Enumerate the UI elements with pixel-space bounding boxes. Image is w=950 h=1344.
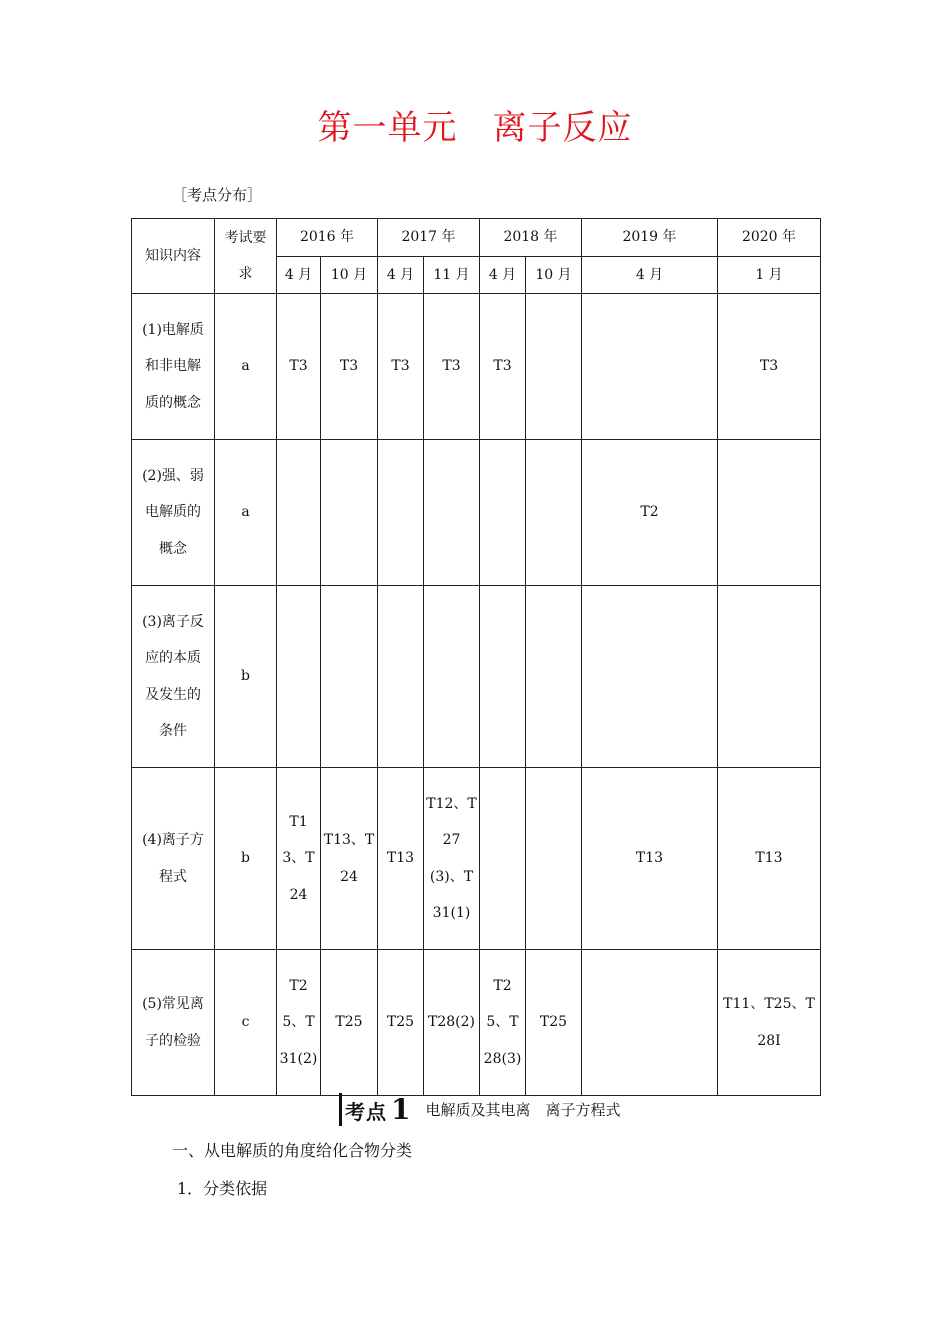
knowledge-cell: (2)强、弱电解质的概念 xyxy=(132,440,215,586)
header-month: 4 月 xyxy=(480,256,526,294)
exam-cell xyxy=(277,440,321,586)
header-knowledge: 知识内容 xyxy=(132,219,215,294)
knowledge-cell: (5)常见离子的检验 xyxy=(132,950,215,1096)
exam-cell: T13 xyxy=(378,768,424,950)
header-year-2019: 2019 年 xyxy=(582,219,718,257)
table-row xyxy=(132,440,821,586)
header-requirement: 考试要求 xyxy=(215,219,277,294)
table-row xyxy=(132,294,821,440)
knowledge-cell: (3)离子反应的本质及发生的条件 xyxy=(132,586,215,768)
section-heading: 一、从电解质的角度给化合物分类 xyxy=(172,1141,413,1160)
header-row-years xyxy=(132,219,821,257)
table-row xyxy=(132,586,821,768)
exam-cell: T25、T28(3) xyxy=(480,950,526,1096)
requirement-cell: b xyxy=(215,586,277,768)
requirement-cell: b xyxy=(215,768,277,950)
header-year-2017: 2017 年 xyxy=(378,219,480,257)
exam-cell xyxy=(526,294,582,440)
exam-cell: T13、T24 xyxy=(277,768,321,950)
header-month: 10 月 xyxy=(321,256,378,294)
header-month: 10 月 xyxy=(526,256,582,294)
kaodian-badge xyxy=(339,1093,411,1126)
exam-cell xyxy=(321,586,378,768)
exam-cell xyxy=(321,440,378,586)
exam-cell xyxy=(378,440,424,586)
header-month: 1 月 xyxy=(718,256,821,294)
kaodian-number: 1 xyxy=(391,1092,412,1126)
exam-cell: T3 xyxy=(424,294,480,440)
exam-cell: T11、T25、T28Ⅰ xyxy=(718,950,821,1096)
exam-cell xyxy=(424,440,480,586)
exam-cell: T3 xyxy=(718,294,821,440)
header-month: 11 月 xyxy=(424,256,480,294)
requirement-cell: a xyxy=(215,294,277,440)
header-month: 4 月 xyxy=(378,256,424,294)
exam-cell: T2 xyxy=(582,440,718,586)
exam-cell: T25 xyxy=(321,950,378,1096)
exam-cell xyxy=(480,768,526,950)
exam-cell xyxy=(526,586,582,768)
exam-cell xyxy=(424,586,480,768)
knowledge-cell: (4)离子方程式 xyxy=(132,768,215,950)
exam-cell: T13 xyxy=(582,768,718,950)
kaodian-title: 电解质及其电离 离子方程式 xyxy=(425,1100,621,1119)
exam-cell xyxy=(718,586,821,768)
table-row xyxy=(132,950,821,1096)
page-title: 第一单元 离子反应 xyxy=(317,108,633,148)
exam-cell xyxy=(277,586,321,768)
exam-cell: T13、T24 xyxy=(321,768,378,950)
requirement-cell: a xyxy=(215,440,277,586)
exam-cell xyxy=(582,950,718,1096)
exam-cell: T13 xyxy=(718,768,821,950)
exam-cell xyxy=(526,440,582,586)
requirement-cell: c xyxy=(215,950,277,1096)
exam-distribution-table xyxy=(131,218,821,1096)
exam-cell: T28(2) xyxy=(424,950,480,1096)
kaodian-heading xyxy=(339,1092,621,1126)
header-year-2016: 2016 年 xyxy=(277,219,378,257)
exam-cell: T3 xyxy=(480,294,526,440)
exam-cell: T25 xyxy=(378,950,424,1096)
subsection-heading: 1．分类依据 xyxy=(177,1179,268,1198)
exam-cell: T3 xyxy=(378,294,424,440)
header-year-2018: 2018 年 xyxy=(480,219,582,257)
exam-cell xyxy=(378,586,424,768)
exam-cell: T25、T31(2) xyxy=(277,950,321,1096)
exam-cell xyxy=(718,440,821,586)
exam-cell xyxy=(526,768,582,950)
exam-cell: T3 xyxy=(321,294,378,440)
exam-cell: T3 xyxy=(277,294,321,440)
exam-cell xyxy=(582,586,718,768)
knowledge-cell: (1)电解质和非电解质的概念 xyxy=(132,294,215,440)
kaodian-label: 考点 xyxy=(345,1099,387,1124)
exam-cell xyxy=(582,294,718,440)
header-year-2020: 2020 年 xyxy=(718,219,821,257)
exam-cell: T12、T27(3)、T31(1) xyxy=(424,768,480,950)
header-month: 4 月 xyxy=(582,256,718,294)
header-month: 4 月 xyxy=(277,256,321,294)
section-label: ［考点分布］ xyxy=(172,186,263,204)
exam-cell xyxy=(480,440,526,586)
exam-cell: T25 xyxy=(526,950,582,1096)
table-row xyxy=(132,768,821,950)
exam-cell xyxy=(480,586,526,768)
